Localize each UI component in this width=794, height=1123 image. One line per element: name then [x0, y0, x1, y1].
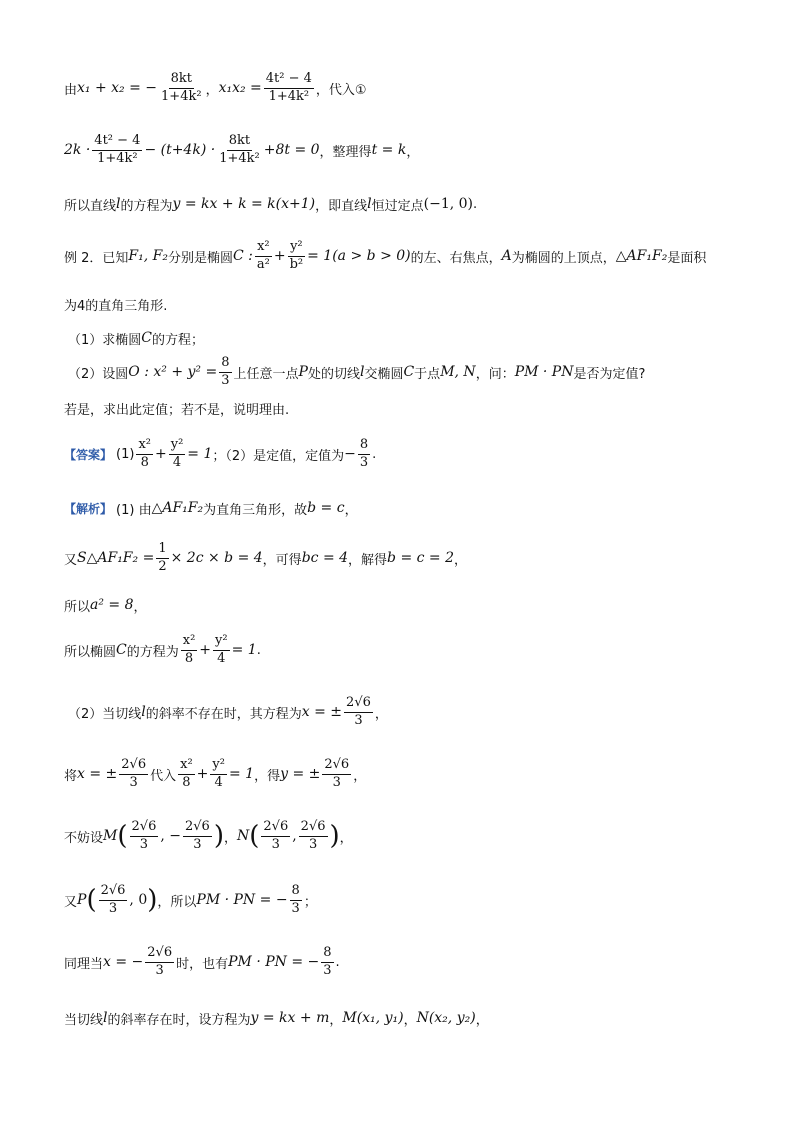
math: A — [501, 248, 512, 264]
numerator: 1 — [156, 542, 168, 558]
math: O : x² + y² = — [128, 364, 218, 380]
math: l — [141, 704, 146, 720]
text: 又 — [64, 552, 78, 568]
denominator: 3 — [359, 454, 369, 470]
fraction — [183, 820, 212, 852]
denominator: 1+4k² — [268, 88, 310, 104]
line-12 — [64, 583, 147, 627]
text: . — [372, 446, 377, 462]
math: PM · PN — [514, 364, 574, 380]
text: ， — [406, 144, 420, 160]
text: 为4的直角三角形. — [64, 298, 168, 314]
text: 分别是椭圆 — [167, 250, 233, 266]
numerator: 4t² − 4 — [92, 134, 142, 150]
text: ； — [303, 894, 317, 910]
numerator: y² — [210, 758, 227, 774]
line-15 — [64, 752, 366, 796]
denominator: 8 — [184, 650, 194, 666]
numerator: 2√6 — [344, 696, 373, 712]
left-paren: ( — [249, 821, 260, 851]
text: ，得 — [254, 768, 281, 784]
math: △AF₁F₂ — [615, 248, 668, 264]
denominator: 3 — [108, 900, 118, 916]
math: = 1 — [231, 642, 257, 658]
numerator: 8 — [321, 946, 333, 962]
denominator: 3 — [129, 774, 138, 790]
math: y = kx + m — [250, 1010, 330, 1026]
fraction — [213, 634, 230, 666]
text: ，整理得 — [319, 144, 372, 160]
text: ， — [353, 768, 367, 784]
text: ， — [374, 706, 388, 722]
denominator: 3 — [193, 836, 202, 852]
denominator: 3 — [354, 712, 363, 728]
math: b = c = 2 — [387, 550, 455, 566]
fraction — [178, 758, 195, 790]
math: F₁, F₂ — [128, 248, 168, 264]
numerator: 2√6 — [322, 758, 351, 774]
text: 为直角三角形，故 — [203, 502, 308, 518]
math: = 1 — [187, 446, 213, 462]
text: 由 — [64, 82, 78, 98]
math: x₁ + x₂ = − — [77, 80, 158, 96]
numerator: 2√6 — [99, 884, 128, 900]
text: （1）求椭圆 — [68, 332, 142, 348]
denominator: 4 — [217, 650, 226, 666]
text: 是面积 — [667, 250, 707, 266]
text: 的左、右焦点， — [410, 250, 502, 266]
numerator: 8kt — [169, 72, 194, 88]
denominator: 2 — [158, 558, 167, 574]
fraction — [210, 758, 227, 790]
denominator: 3 — [308, 836, 318, 852]
text: ， — [339, 830, 353, 846]
text: 若是，求出此定值；若不是，说明理由. — [64, 402, 290, 418]
math: − (t+4k) · — [144, 142, 216, 158]
numerator: 2√6 — [299, 820, 328, 836]
text: ，即直线 — [315, 198, 368, 214]
math: bc = 4 — [301, 550, 349, 566]
line-17 — [64, 878, 317, 922]
text: 处的切线 — [307, 366, 360, 382]
math: + — [273, 248, 286, 264]
text: 将 — [64, 768, 78, 784]
line-3 — [64, 182, 477, 226]
math: , 0 — [129, 892, 148, 908]
text: （2）设圆 — [68, 366, 129, 382]
denominator: 4 — [172, 454, 182, 470]
text: ， — [133, 599, 147, 615]
denominator: 8 — [140, 454, 149, 470]
denominator: a² — [256, 256, 270, 272]
fraction — [322, 758, 351, 790]
fraction — [145, 946, 174, 978]
text: 同理当 — [64, 956, 104, 972]
math: △AF₁F₂ — [151, 500, 204, 516]
fraction — [219, 356, 231, 388]
math: l — [103, 1010, 108, 1026]
text: 的斜率不存在时，其方程为 — [145, 706, 302, 722]
text: ；（2）是定值，定值为 — [212, 448, 345, 464]
text: ，代入① — [315, 82, 367, 98]
math: PM · PN = − — [196, 892, 288, 908]
text: . — [256, 642, 261, 658]
text: (1) — [116, 446, 135, 462]
numerator: y² — [169, 438, 186, 454]
math: C — [403, 364, 415, 380]
text: 为椭圆的上顶点， — [511, 250, 616, 266]
text: ， — [403, 1012, 417, 1028]
text: 上任意一点 — [233, 366, 299, 382]
math: y = kx + k = k(x+1) — [172, 196, 316, 212]
fraction — [290, 884, 302, 916]
math: l — [116, 196, 121, 212]
numerator: 2√6 — [145, 946, 174, 962]
numerator: 8 — [219, 356, 231, 372]
numerator: 2√6 — [261, 820, 290, 836]
fraction — [92, 134, 142, 166]
math: + — [154, 446, 167, 462]
line-19 — [64, 996, 489, 1040]
text: 于点 — [414, 366, 441, 382]
denominator: 3 — [139, 836, 149, 852]
math: M(x₁, y₁) — [342, 1010, 404, 1026]
text: ，可得 — [262, 552, 302, 568]
math: l — [367, 196, 372, 212]
text: ，问： — [475, 366, 515, 382]
math: P — [77, 892, 87, 908]
text: ， — [454, 552, 468, 568]
math: x = ± — [301, 704, 343, 720]
text: (1) 由 — [116, 502, 152, 518]
line-8 — [64, 386, 289, 430]
math: +8t = 0 — [263, 142, 320, 158]
right-paren: ) — [213, 821, 224, 851]
fraction — [159, 72, 204, 104]
text: ， — [205, 82, 219, 98]
line-14 — [68, 690, 388, 734]
line-9 — [64, 432, 376, 476]
line-2 — [64, 128, 419, 172]
text: ， — [329, 1012, 343, 1028]
text: . — [335, 954, 340, 970]
denominator: 3 — [271, 836, 280, 852]
line-13 — [64, 628, 261, 672]
line-16 — [64, 814, 353, 858]
math: C — [116, 642, 127, 658]
math: t = k — [371, 142, 407, 158]
denominator: 3 — [323, 962, 332, 978]
math: C : — [232, 248, 253, 264]
right-paren: ) — [147, 885, 158, 915]
math: (−1, 0) — [423, 196, 474, 212]
denominator: 1+4k² — [161, 88, 202, 104]
denominator: 3 — [155, 962, 164, 978]
math: S△AF₁F₂ = — [77, 550, 155, 566]
fraction — [119, 758, 148, 790]
text: 的方程； — [152, 332, 205, 348]
fraction — [255, 240, 272, 272]
line-11 — [64, 536, 467, 580]
math: M — [103, 828, 118, 844]
numerator: y² — [288, 240, 305, 256]
math: y = ± — [280, 766, 321, 782]
text: （2）当切线 — [68, 706, 142, 722]
math: N(x₂, y₂) — [416, 1010, 476, 1026]
math: , − — [160, 828, 181, 844]
text: ， — [344, 502, 358, 518]
fraction — [136, 438, 153, 470]
text: 的斜率存在时，设方程为 — [107, 1012, 251, 1028]
denominator: 3 — [221, 372, 230, 388]
text: 是否为定值? — [573, 366, 646, 382]
numerator: 2√6 — [119, 758, 148, 774]
denominator: 3 — [291, 900, 300, 916]
line-1 — [64, 66, 367, 110]
left-paren: ( — [117, 821, 128, 851]
fraction — [288, 240, 306, 272]
text: ，解得 — [348, 552, 388, 568]
fraction — [217, 134, 262, 166]
answer-tag: 【答案】 — [64, 447, 113, 462]
fraction — [261, 820, 290, 852]
math: + — [199, 642, 212, 658]
text: 例 2．已知 — [64, 250, 129, 266]
math: × 2c × b = 4 — [170, 550, 263, 566]
math: + — [196, 766, 209, 782]
math: C — [141, 330, 152, 346]
text: . — [473, 196, 478, 212]
fraction — [130, 820, 159, 852]
math: x = ± — [77, 766, 118, 782]
text: 恒过定点 — [371, 198, 424, 214]
numerator: 4t² − 4 — [264, 72, 314, 88]
numerator: 8 — [358, 438, 370, 454]
text: 当切线 — [64, 1012, 104, 1028]
math: M, N — [440, 364, 476, 380]
math: 2k · — [64, 142, 91, 158]
text: ， — [475, 1012, 489, 1028]
text: 所以椭圆 — [64, 644, 117, 660]
left-paren: ( — [86, 885, 97, 915]
denominator: b² — [289, 256, 304, 272]
numerator: 2√6 — [130, 820, 159, 836]
text: 的方程为 — [126, 644, 179, 660]
fraction — [264, 72, 314, 104]
line-4 — [64, 234, 706, 278]
math: , — [292, 828, 297, 844]
text: 所以直线 — [64, 198, 117, 214]
numerator: y² — [213, 634, 230, 650]
math: x₁x₂ = — [218, 80, 262, 96]
text: ，所以 — [157, 894, 197, 910]
fraction — [344, 696, 373, 728]
text: 所以 — [64, 599, 91, 615]
text: 代入 — [150, 768, 177, 784]
line-18 — [64, 940, 340, 984]
numerator: 8 — [290, 884, 302, 900]
math: PM · PN = − — [228, 954, 320, 970]
denominator: 4 — [214, 774, 223, 790]
numerator: x² — [255, 240, 272, 256]
fraction — [99, 884, 128, 916]
denominator: 3 — [332, 774, 341, 790]
fraction — [156, 542, 168, 574]
text: 交椭圆 — [364, 366, 404, 382]
math: x = − — [103, 954, 144, 970]
numerator: 8kt — [227, 134, 252, 150]
math: − — [344, 446, 356, 462]
numerator: x² — [136, 438, 153, 454]
right-paren: ) — [329, 821, 340, 851]
text: ， — [223, 830, 237, 846]
numerator: x² — [178, 758, 195, 774]
math: a² = 8 — [90, 597, 134, 613]
fraction — [358, 438, 370, 470]
text: 时，也有 — [176, 956, 229, 972]
math: N — [236, 828, 250, 844]
fraction — [169, 438, 186, 470]
text: 不妨设 — [64, 830, 104, 846]
analysis-tag: 【解析】 — [64, 501, 113, 516]
denominator: 1+4k² — [97, 150, 138, 166]
math: = 1 — [228, 766, 255, 782]
text: 的方程为 — [120, 198, 173, 214]
denominator: 8 — [182, 774, 191, 790]
fraction — [181, 634, 198, 666]
text: 又 — [64, 894, 78, 910]
numerator: x² — [181, 634, 198, 650]
fraction — [299, 820, 328, 852]
fraction — [321, 946, 333, 978]
math: = 1(a > b > 0) — [307, 248, 411, 264]
denominator: 1+4k² — [219, 150, 260, 166]
numerator: 2√6 — [183, 820, 212, 836]
line-10 — [64, 486, 358, 530]
math: P — [298, 364, 308, 380]
math: l — [359, 364, 365, 380]
math: b = c — [307, 500, 345, 516]
